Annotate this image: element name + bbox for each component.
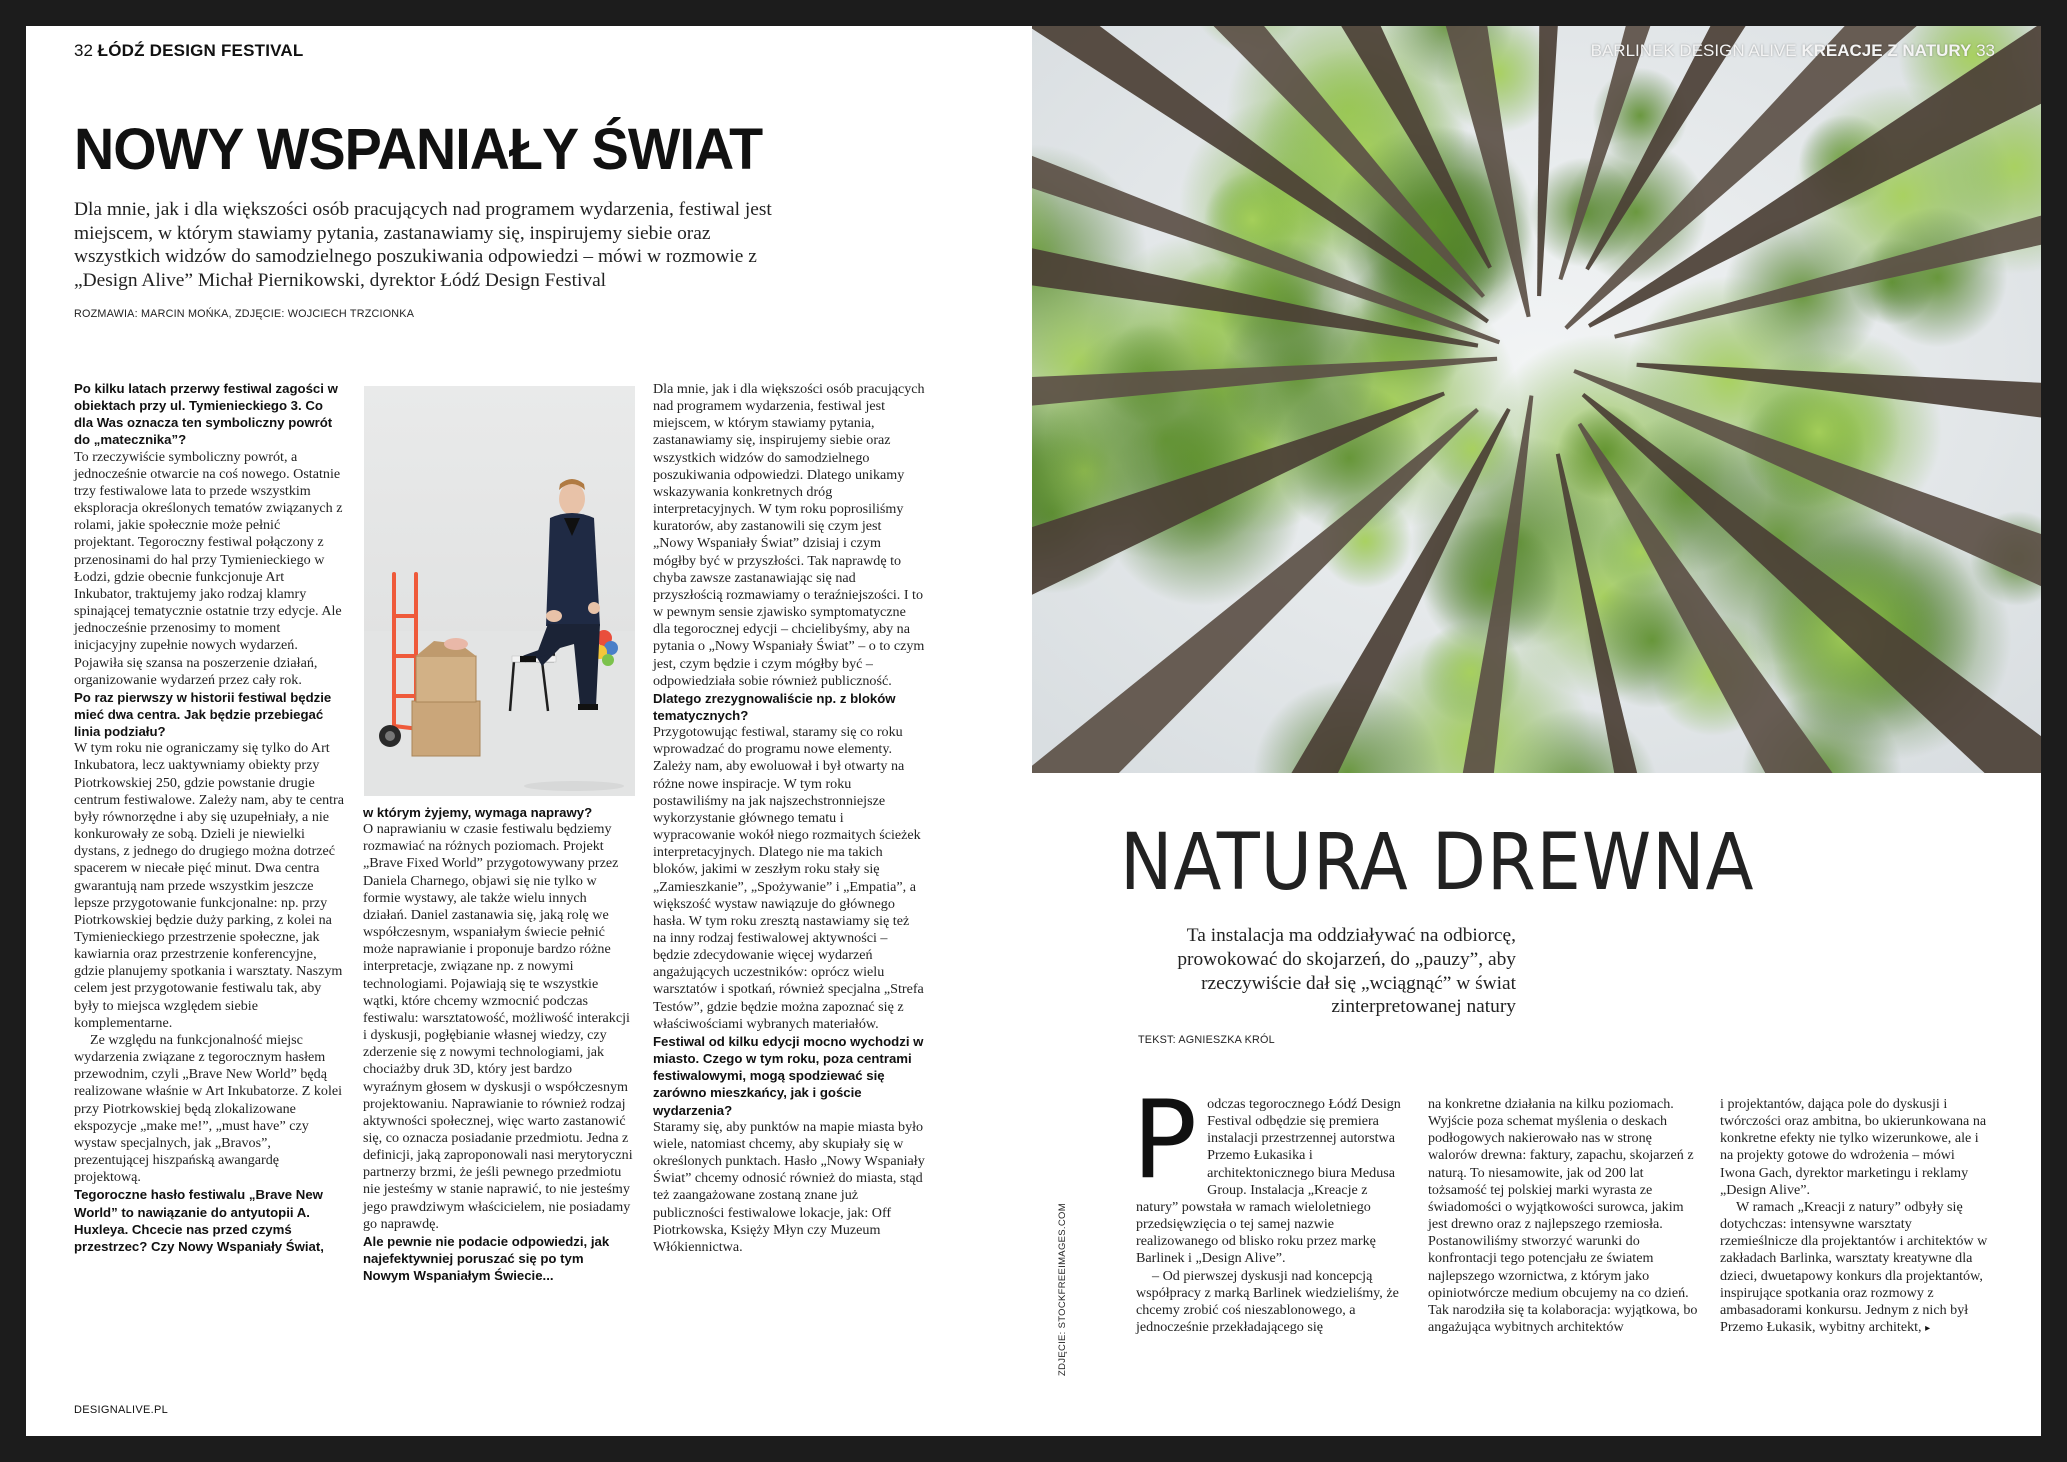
interview-answer: O naprawianiu w czasie festiwalu będziemy rozmawiać na różnych poziomach. Projekt „Brave Fixed World” przygotowywany przez Daniela Charnego, objawi się nie tylko w formie wystawy, ale także wielu innych działań. Daniel zastanawia się, jaką rolę we współczesnym, wspaniałym świecie pełnić może naprawianie i proponuje bardzo różne interpretacje, związane np. z nowymi technologiami. Pojawiają się te wszystkie wątki, które chcemy wzmocnić podczas festiwalu: warsztatowość, możliwość interakcji i dyskusji, pogłębianie własnej wiedzy, czy zderzenie się z nowymi technologiami, jak chociażby druk 3D, który jest bardzo wyraźnym głosem w dyskusji o współczesnym projektowaniu. Naprawianie to również rodzaj aktywności społecznej, więc warto zastanowić się, co oznacza posiadanie przedmiotu. Jedna z definicji, jaką zaproponowali nasi merytoryczni partnerzy brzmi, że jeśli pewnego przedmiotu nie jesteśmy w stanie naprawić, to nie jesteśmy jego prawdziwym właścicielem, nie posiadamy go naprawdę. <box>363 821 633 1232</box>
right-page-section: KREACJE Z NATURY <box>1801 41 1972 60</box>
left-page-number: 32 <box>74 41 93 60</box>
continue-arrow-icon: ▸ <box>1925 1323 1931 1335</box>
interview-question: Festiwal od kilku edycji mocno wychodzi w miasto. Czego w tym roku, poza centrami festiwalowymi, mogą spodziewać się zarówno mieszkańcy, jak i goście wydarzenia? <box>653 1033 924 1118</box>
feature-credit: TEKST: AGNIESZKA KRÓL <box>1138 1034 1275 1046</box>
interview-answer: Dla mnie, jak i dla większości osób pracujących nad programem wydarzenia, festiwal jest miejscem, w którym stawiamy pytania, zastanawiamy się, inspirujemy siebie oraz wszystkich widzów do samodzielnego poszukiwania odpowiedzi. Dlatego unikamy wskazywania konkretnych dróg interpretacyjnych. W tym roku poprosiliśmy kuratorów, aby zastanowili się czym jest „Nowy Wspaniały Świat” dzisiaj i czym mógłby być w przyszłości. Tak naprawdę to chyba zawsze zastanawiając się nad przyszłością rozmawiamy o teraźniejszości. I to w pewnym sensie zjawisko symptomatyczne dla tegorocznej edycji – chcielibyśmy, aby na pytania o „Nowy Wspaniały Świat” – o to czym jest, czym będzie i czym mógłby być – odpowiedziała sobie również publiczność. <box>653 381 925 689</box>
interview-answer: Przygotowując festiwal, staramy się co roku wprowadzać do programu nowe elementy. Zależy nam, aby ewoluował i był otwarty na różne nowe inspiracje. W tym roku postawiliśmy na jak najszechstronniejsze wykorzystanie głównego tematu i wypracowanie wokół niego rozmaitych ścieżek interpretacyjnych. Dlatego nie ma takich bloków, jakimi w zeszłym roku stały się „Zamieszkanie”, „Spożywanie” i „Empatia”, a większość wystaw nawiązuje do głównego hasła. W tym roku zresztą nastawiamy się też na inny rodzaj festiwalowej aktywności – będzie zdecydowanie więcej wydarzeń angażujących uczestników: oprócz wielu warsztatów i spotkań, również specjalna „Strefa Testów”, gdzie będzie można zapoznać się z właściwościami wybranych materiałów. <box>653 724 924 1032</box>
feature-column-3 <box>1720 1096 1990 1337</box>
article-lead: Dla mnie, jak i dla większości osób pracujących nad programem wydarzenia, festiwal jest miejscem, w którym stawiamy pytania, zastanawiamy się, inspirujemy siebie oraz wszystkich widzów do samodzielnego poszukiwania odpowiedzi – mówi w rozmowie z „Design Alive” Michał Piernikowski, dyrektor Łódź Design Festival <box>74 199 772 291</box>
article-column-2 <box>363 804 633 1284</box>
forest-canopy-photo <box>1032 26 2041 773</box>
feature-lead: Ta instalacja ma oddziaływać na odbiorcę, prowokować do skojarzeń, do „pauzy”, aby rzeczywiście dał się „wciągnąć” w świat zinterpretowanej natury <box>1177 925 1516 1018</box>
interview-question: Dlatego zrezygnowaliście np. z bloków tematycznych? <box>653 690 896 723</box>
right-page-number: 33 <box>1976 41 1995 60</box>
feature-column-2 <box>1428 1096 1698 1336</box>
feature-column-3-first-paragraph: i projektantów, dająca pole do dyskusji i twórczości oraz ambitna, bo ukierunkowana na konkretne efekty nie tylko wizerunkowe, ale i na projekty gotowe do wdrożenia – mówi Iwona Gach, dyrektor marketingu i reklamy „Design Alive”. <box>1720 1096 1987 1198</box>
interview-question: Po kilku latach przerwy festiwal zagości w obiektach przy ul. Tymienieckiego 3. Co dla Was oznacza ten symboliczny powrót do „matecznika”? <box>74 381 338 448</box>
article-credit: ROZMAWIA: MARCIN MOŃKA, ZDJĘCIE: WOJCIECH TRZCIONKA <box>74 308 415 320</box>
right-page-folio <box>1591 41 1995 61</box>
feature-column-2-text: na konkretne działania na kilku poziomach. Wyjście poza schemat myślenia o deskach podłogowych nakierowało nas w stronę walorów drewna: faktury, zapachu, skojarzeń z naturą. To niesamowite, jak od 200 lat tożsamość tej polskiej marki wyrasta ze świadomości o wyjątkowości surowca, jakim jest drewno oraz z najlepszego rzemiosła. Postanowiliśmy stworzyć warunki do konfrontacji tego potencjału ze światem najlepszego wzornictwa, z którym jako opiniotwórcze medium obcujemy na co dzień. Tak narodziła się ta kolaboracja: wyjątkowa, bo angażująca wybitnych architektów <box>1428 1096 1698 1336</box>
feature-column-1-second-paragraph: – Od pierwszej dyskusji nad koncepcją współpracy z marką Barlinek wiedzieliśmy, że chcemy zrobić coś nieszablonowego, a jednocześnie przekładającego się <box>1136 1267 1399 1336</box>
interview-answer: To rzeczywiście symboliczny powrót, a jednocześnie otwarcie na coś nowego. Ostatnie trzy festiwalowe lata to przede wszystkim eksploracja określonych tematów związanych z rolami, jakie społecznie może pełnić projektant. Tegoroczny festiwal połączony z przenosinami do hal przy Tymienieckiego w Łodzi, gdzie obecnie funkcjonuje Art Inkubator, traktujemy jako rodzaj klamry spinającej tematycznie ostatnie trzy edycje. Ale jednocześnie przenosimy to moment inicjacyjny zupełnie nowych wydarzeń. Pojawiła się szansa na poszerzenie działań, organizowanie wydarzeń przez cały rok. <box>74 448 343 688</box>
interview-question: w którym żyjemy, wymaga naprawy? <box>363 805 593 820</box>
interview-question: Tegoroczne hasło festiwalu „Brave New World” to nawiązanie do antyutopii A. Huxleya. Chcecie nas przed czymś przestrzec? Czy Nowy Wspaniały Świat, <box>74 1187 324 1254</box>
drop-cap: P <box>1132 1078 1198 1203</box>
footer-url: DESIGNALIVE.PL <box>74 1404 169 1416</box>
feature-column-3-text: W ramach „Kreacji z natury” odbyły się dotychczas: intensywne warsztaty rzemieślnicze dla projektantów i architektów w zakładach Barlinka, warsztaty kreatywne dla dzieci, dwuetapowy konkurs dla projektantów, inspirujące spotkania oraz rozmowy z ambasadorami konkursu. Jednym z nich był Przemo Łukasik, wybitny architekt, <box>1720 1198 1988 1336</box>
feature-column-1-first-paragraph <box>1132 1078 1406 1268</box>
left-page-folio <box>74 41 303 61</box>
interview-question: Po raz pierwszy w historii festiwal będzie mieć dwa centra. Jak będzie przebiegać linia podziału? <box>74 689 332 740</box>
foliage-patch <box>1557 405 1652 500</box>
article-column-1 <box>74 380 344 1255</box>
interview-answer: W tym roku nie ograniczamy się tylko do Art Inkubatora, lecz uaktywniamy obiekty przy Piotrkowskiej 250, gdzie powstanie drugie centrum festiwalowe. Zależy nam, aby te centra były równorzędne i aby się uzupełniały, a nie konkurowały ze sobą. Dzieli je niewielki dystans, z jednego do drugiego można dotrzeć spacerem w niecałe pięć minut. Dwa centra gwarantują nam przede wszystkim jeszcze lepsze przygotowanie funkcjonalne: np. przy Piotrkowskiej będzie duży parking, z kolei na Tymienieckiego przestrzenie społeczne, jak kawiarnia oraz przestrzenie konferencyjne, gdzie planujemy spotkania i warsztaty. Naszym celem jest przygotowanie festiwalu tak, aby były to miejsca względem siebie komplementarne. <box>74 740 345 1031</box>
feature-column-1 <box>1132 1078 1406 1336</box>
interview-question: Ale pewnie nie podacie odpowiedzi, jak najefektywniej poruszać się po tym Nowym Wspaniałym Świecie... <box>363 1233 610 1284</box>
feature-column-1-text: odczas tegorocznego Łódź Design Festival odbędzie się premiera instalacji przestrzennej autorstwa Przemo Łukasika i architektonicznego biura Medusa Group. Instalacja „Kreacje z natury” powstała w ramach wieloletniego przedsięwzięcia o tej samej nazwie realizowanego od blisko roku przez markę Barlinek i „Design Alive”. <box>1136 1096 1401 1267</box>
feature-column-3-second-paragraph <box>1720 1199 1990 1337</box>
article-title: NOWY WSPANIAŁY ŚWIAT <box>74 117 763 182</box>
article-column-3 <box>653 381 925 1256</box>
photo-credit: ZDJĘCIE: STOCKFREEIMAGES.COM <box>1057 1203 1068 1376</box>
interview-answer: Ze względu na funkcjonalność miejsc wydarzenia związane z tegorocznym hasłem przewodnim, czyli „Brave New World” będą realizowane właśnie w Art Inkubatorze. Z kolei przy Piotrkowskiej będą zlokalizowane ekspozycje „make me!”, „must have” czy wystaw specjalnych, jak „Bravos”, prezentującej hiszpańską awangardę projektową. <box>74 1031 343 1186</box>
interview-answer: Staramy się, aby punktów na mapie miasta było wiele, natomiast chcemy, aby skupiały się w określonych punktach. Hasło „Nowy Wspaniały Świat” chcemy odnosić również do miasta, stąd też zaangażowane zostaną znane już publiczności festiwalowe lokacje, jak: Off Piotrkowska, Księży Młyn czy Muzeum Włókiennictwa. <box>653 1118 925 1255</box>
left-page-section: ŁÓDŹ DESIGN FESTIVAL <box>97 41 304 60</box>
portrait-photo <box>364 386 635 796</box>
right-page <box>1032 26 2041 1436</box>
feature-title: NATURA DREWNA <box>1120 818 1755 908</box>
right-page-brand: BARLINEK DESIGN ALIVE <box>1590 41 1797 60</box>
magazine-spread <box>26 26 2041 1436</box>
left-page <box>26 26 1032 1436</box>
